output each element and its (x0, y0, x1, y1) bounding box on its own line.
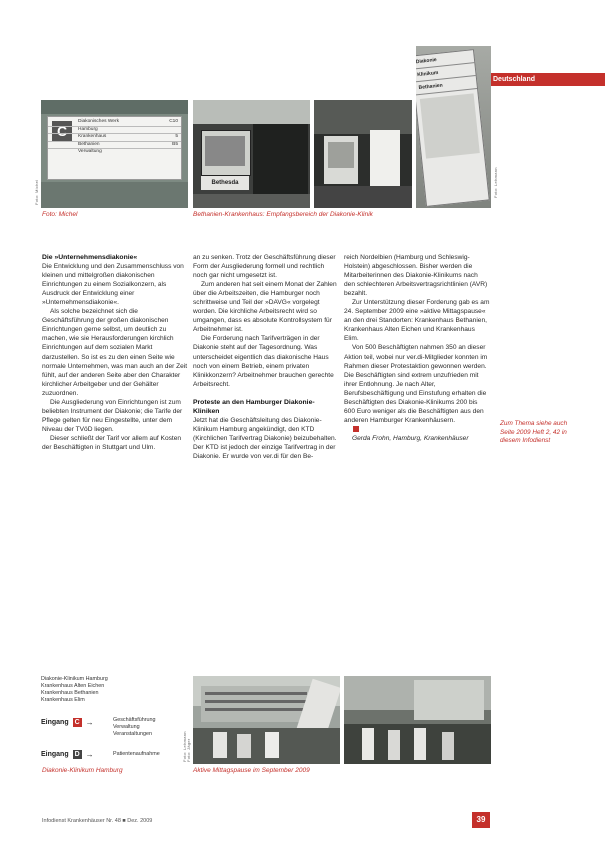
article-column-2 (193, 253, 339, 461)
footer-text: Infodienst Krankenhäuser Nr. 48 ■ Dez. 2009 (42, 818, 153, 824)
paragraph: Zum anderen hat seit einem Monat der Zahlen über die Arbeitszeiten, die Hamburger noch schrittweise und Teil der »DAVG« vorgelegt worden. Die kirchliche Arbeitsrecht wird so umgangen, dass es absolute Kontrollsystem für Arbeitnehmer ist. (193, 281, 337, 334)
paragraph: Von 500 Beschäftigten nahmen 350 an dieser Aktion teil, wobei nur ver.di-Mitglieder konnten im Rahmen dieser Protestaktion gewonnen werden. Die Beschäftigten sind extrem unzufrieden mit ihrer Entlohnung. Je nach Alter, Berufsbeschäftigung und Einstufung erhalten die Beschäftigten des Diakonie-Klinikums 200 bis 600 Euro weniger als die Beschäftigten aus den anderen Hamburger Krankenhäusern. (344, 344, 488, 424)
entrance-letter-d: D (74, 751, 80, 758)
photo-credit: Foto: Jäger (186, 738, 191, 762)
signboard-letter: C (52, 121, 72, 141)
signboard (47, 116, 182, 180)
arrow-right-icon: → (85, 718, 94, 727)
entrance-row-c (41, 718, 94, 727)
entrance-row-d (41, 750, 94, 759)
photo-entrance (193, 100, 310, 208)
photo-protest-crowd (344, 676, 491, 764)
paragraph: Zur Unterstützung dieser Forderung gab es am 24. September 2009 eine »aktive Mittagspause« an den drei Standorten: Krankenhaus Bethanien, Krankenhaus Alten Eichen und Krankenhaus Elim. (344, 299, 490, 343)
paragraph: reich Nordelbien (Hamburg und Schleswig-Holstein) abgeschlossen. Bisher werden die Mitarbeiterinnen des Diakonie-Klinikums nach den schlechteren Arbeitsvertragsrichtlinien (AVR) bezahlt. (344, 254, 488, 298)
paragraph: Dieser schließt der Tarif vor allem auf Kosten der Beschäftigten in Stuttgart und Ulm. (42, 434, 182, 451)
entrance-d-items: Patientenaufnahme (113, 751, 160, 757)
photo-street (314, 100, 412, 208)
entrance-sign: Bethesda (201, 176, 249, 190)
signboard-row: Verwaltung (78, 149, 102, 155)
paragraph: an zu senken. Trotz der Geschäftsführung dieser Form der Ausgliederung formell und rechtlich noch gar nicht umgesetzt ist. (193, 254, 336, 280)
sidenote: Zum Thema siehe auch Seite 2009 Heft 2, 42 in diesem Infodienst (500, 420, 568, 445)
page-number: 39 (472, 812, 490, 828)
section-tag: Deutschland (487, 73, 605, 86)
article-column-3 (344, 253, 490, 443)
caption-photo-row: Bethanien-Krankenhaus: Empfangsbereich der Diakonie-Klinik (193, 211, 373, 218)
end-mark (353, 426, 359, 432)
photo-signboard (41, 100, 188, 208)
tall-sign: Diakonie Klinikum Bethanien (416, 49, 490, 207)
entrance-label: Eingang (41, 751, 69, 758)
caption-bottom-right: Aktive Mittagspause im September 2009 (193, 767, 310, 774)
sign-header: Diakonie-Klinikum Hamburg Krankenhaus Alten Eichen Krankenhaus Bethanien Krankenhaus Elim (41, 676, 108, 703)
article-heading: Die »Unternehmensdiakonie« (42, 254, 138, 261)
paragraph: Die Forderung nach Tarifverträgen in der Diakonie steht auf der Tagesordnung. Was unterscheidet eigentlich das diakonische Haus noch von einem Betrieb, einem privaten Klinikkonzern? Arbeitnehmer brauchen gerechte Arbeitsrecht. (193, 335, 334, 388)
signboard-row: Diakonisches Werk C10 (48, 119, 181, 127)
photo-credit: Foto: Lehmann (493, 167, 498, 198)
photo-credit: Foto: Michel (34, 179, 39, 205)
signboard-row: Bethanien B5 (48, 142, 181, 150)
entrance-label: Eingang (41, 719, 69, 726)
end-mark-paragraph (344, 425, 490, 434)
photo-credit: Foto: Lehmann (182, 731, 187, 762)
signboard-row: Hamburg (48, 127, 181, 135)
caption-photo1: Foto: Michel (42, 211, 78, 218)
entrance-letter-c: C (74, 719, 80, 726)
photo-protest-building (193, 676, 340, 764)
signboard-row: Krankenhaus 5 (48, 134, 181, 142)
article-column-1 (42, 253, 188, 452)
entrance-sign-panel (41, 676, 189, 764)
author: Gerda Frohn, Hamburg, Krankenhäuser (352, 434, 469, 442)
caption-bottom-left: Diakonie-Klinikum Hamburg (42, 767, 123, 774)
article-subheading: Proteste an den Hamburger Diakonie-Kliniken (193, 398, 315, 415)
photo-tall-sign (416, 46, 491, 208)
paragraph: Die Entwicklung und den Zusammenschluss von kleinen und mittelgroßen diakonischen Einrichtungen zu einem Sozialkonzern, als Ausdruck der Entwicklung einer »Unternehmensdiakonie«. (42, 263, 184, 307)
entrance-c-items: Geschäftsführung Verwaltung Veranstaltungen (113, 717, 156, 737)
paragraph: Jetzt hat die Geschäftsleitung des Diakonie-Klinikum Hamburg angekündigt, den KTD (Kirchlichen Tarifvertrag Diakonie) beizubehalten. Der KTD ist jedoch der einzige Tarifvertrag in der Diakonie. Er wurde von ver.di für den Be- (193, 416, 337, 460)
paragraph: Als solche bezeichnet sich die Geschäftsführung der großen diakonischen Einrichtungen gerne selbst, um deutlich zu machen, wie sie Herausforderungen kirchlich Einrichtungen auf dem sozialen Markt darzustellen. So ist es zu den einen Seite wie normale Unternehmen, was man auch an der Zeit fühlt, auf der anderen Seite aber den Charakter kirchlicher Arbeitgeber und der Gehälter zuzuordnen. (42, 308, 188, 397)
paragraph: Die Ausgliederung von Einrichtungen ist zum beliebten Instrument der Diakonie; die Tarife der Pflege gelten für neu Eingestellte, unter dem Niveau der TVöD liegen. (42, 398, 183, 433)
arrow-right-icon: → (85, 750, 94, 759)
